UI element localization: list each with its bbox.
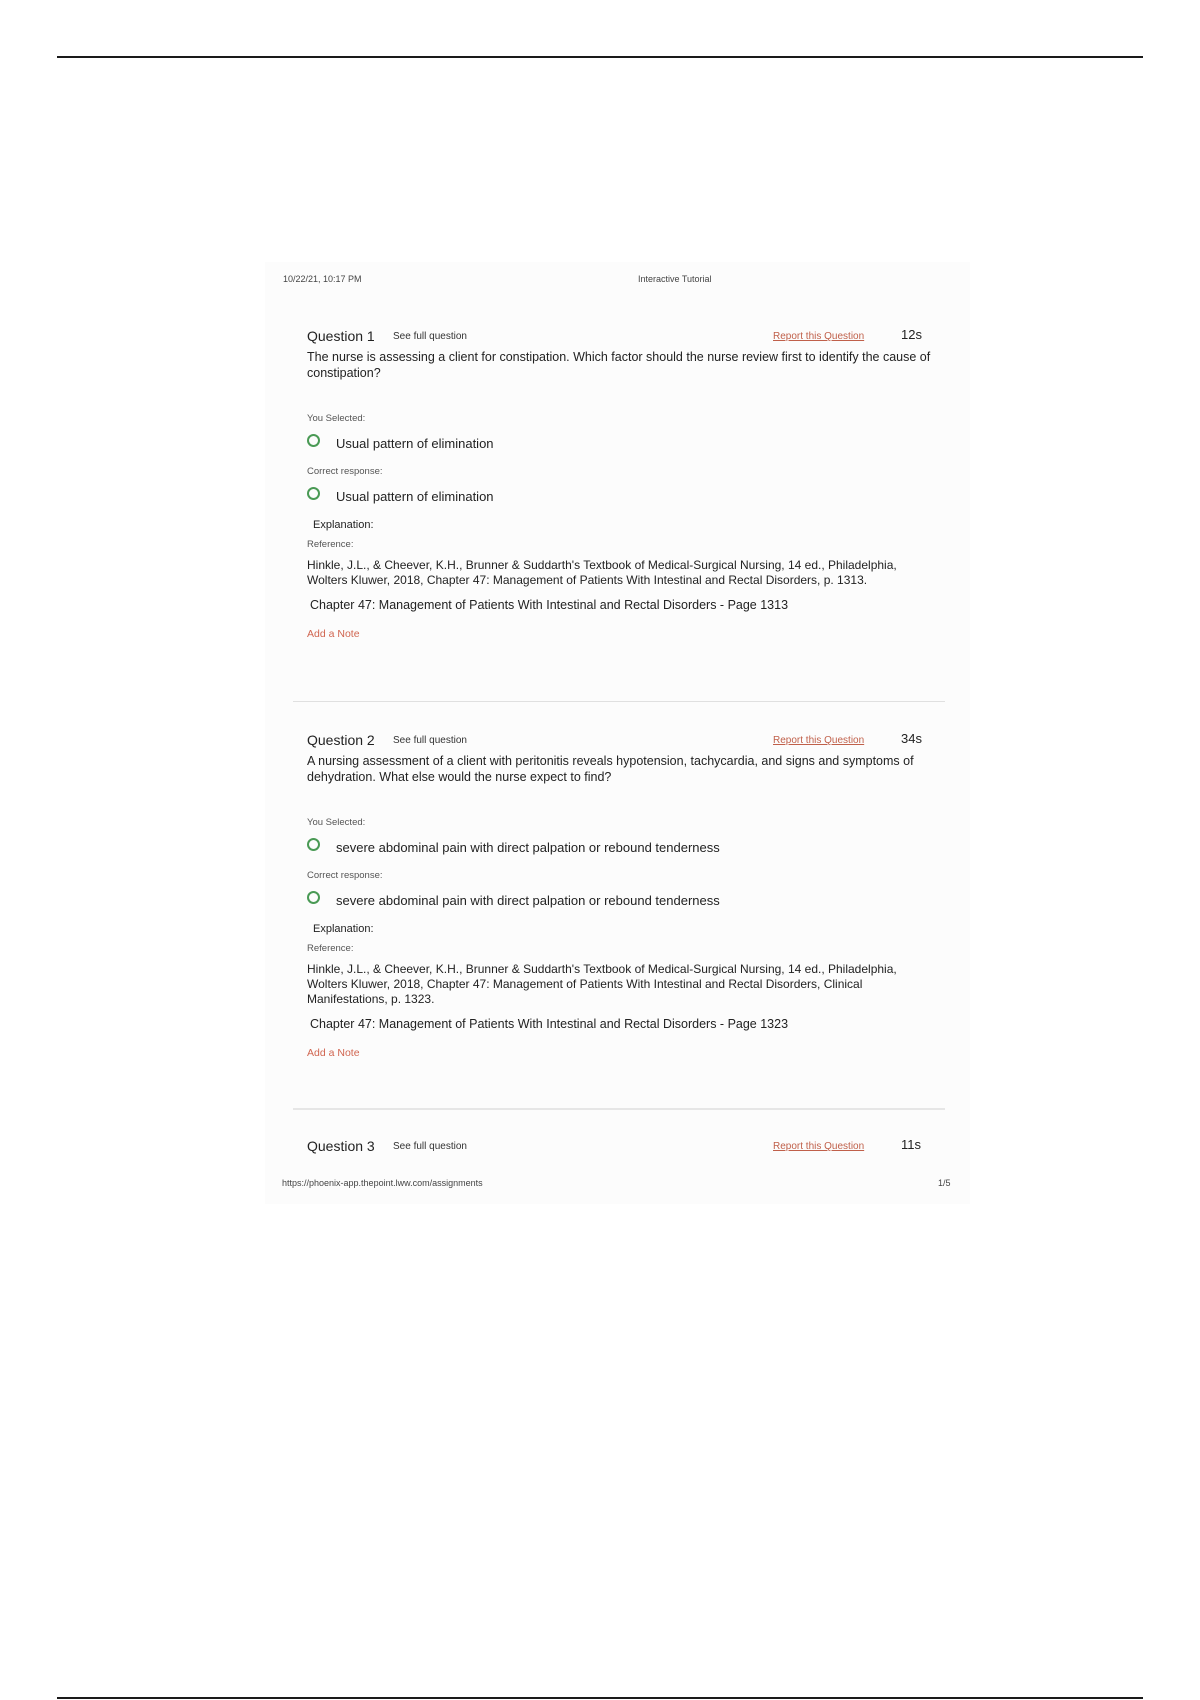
you-selected-label: You Selected: [307,413,366,424]
question-text: The nurse is assessing a client for constipation. Which factor should the nurse review first to identify the cause of constipation? [307,350,931,380]
print-title: Interactive Tutorial [638,274,712,284]
reference-text: Hinkle, J.L., & Cheever, K.H., Brunner & Suddarth's Textbook of Medical-Surgical Nursing, 14 ed., Philadelphia, Wolters Kluwer, 2018, Chapter 47: Management of Patients With Intestinal and Rectal Disorders, Clinical Manifestations, p. 1323. [307,962,897,1006]
correct-answer-text: Usual pattern of elimination [336,488,494,504]
chapter-text: Chapter 47: Management of Patients With Intestinal and Rectal Disorders - Page 1323 [310,1017,789,1031]
question-header [307,729,932,751]
correct-response-label: Correct response: [307,870,383,881]
question-3 [307,1135,932,1157]
correct-answer [307,483,932,503]
question-time: 34s [901,731,922,746]
correct-response-label: Correct response: [307,466,383,477]
see-full-question-link[interactable]: See full question [393,735,467,746]
reference-text: Hinkle, J.L., & Cheever, K.H., Brunner & Suddarth's Textbook of Medical-Surgical Nursing, 14 ed., Philadelphia, Wolters Kluwer, 2018, Chapter 47: Management of Patients With Intestinal and Rectal Disorders, p. 1313. [307,558,897,587]
question-text: A nursing assessment of a client with peritonitis reveals hypotension, tachycardia, and signs and symptoms of dehydration. What else would the nurse expect to find? [307,754,914,784]
radio-circle-icon [307,891,320,904]
reference-label: Reference: [307,539,354,550]
top-rule [57,56,1143,58]
add-note-link[interactable]: Add a Note [307,1047,360,1059]
add-note-link[interactable]: Add a Note [307,628,360,640]
question-time: 11s [901,1137,921,1152]
report-question-link[interactable]: Report this Question [773,1141,865,1152]
question-number: Question 1 [307,328,375,344]
question-number: Question 2 [307,732,375,748]
print-url: https://phoenix-app.thepoint.lww.com/assignments [282,1178,483,1188]
question-divider [293,1108,945,1110]
explanation-label: Explanation: [313,519,374,531]
question-divider [293,701,945,702]
chapter-text: Chapter 47: Management of Patients With Intestinal and Rectal Disorders - Page 1313 [310,598,789,612]
radio-circle-icon [307,838,320,851]
you-selected-label: You Selected: [307,817,366,828]
radio-circle-icon [307,487,320,500]
print-date: 10/22/21, 10:17 PM [283,274,362,284]
selected-answer-text: severe abdominal pain with direct palpation or rebound tenderness [336,839,720,855]
see-full-question-link[interactable]: See full question [393,331,467,342]
question-2 [307,729,932,1059]
correct-answer-text: severe abdominal pain with direct palpation or rebound tenderness [336,892,720,908]
printed-page [265,262,970,1204]
selected-answer [307,430,932,450]
question-header [307,325,932,347]
explanation-label: Explanation: [313,923,374,935]
report-question-link[interactable]: Report this Question [773,735,865,746]
radio-circle-icon [307,434,320,447]
selected-answer-text: Usual pattern of elimination [336,435,494,451]
question-number: Question 3 [307,1138,375,1154]
question-header [307,1135,932,1157]
bottom-rule [57,1697,1143,1699]
print-page-number: 1/5 [938,1178,951,1188]
question-1 [307,325,932,640]
reference-label: Reference: [307,943,354,954]
correct-answer [307,887,932,907]
see-full-question-link[interactable]: See full question [393,1141,467,1152]
report-question-link[interactable]: Report this Question [773,331,865,342]
question-time: 12s [901,327,922,342]
selected-answer [307,834,932,854]
